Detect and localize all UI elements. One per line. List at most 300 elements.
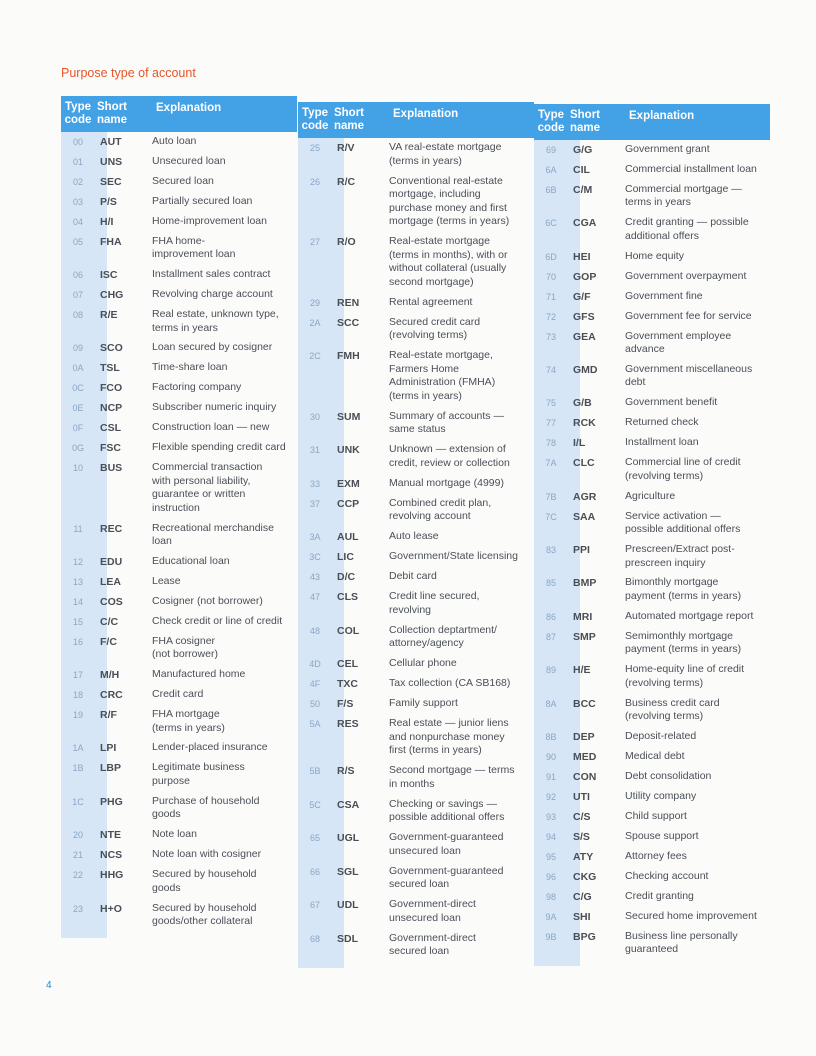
explanation-cell: Revolving charge account: [152, 288, 273, 301]
table-row: [61, 741, 297, 761]
page-title: Purpose type of account: [61, 66, 196, 80]
table-row: [298, 477, 534, 497]
explanation-cell: Semimonthly mortgage payment (terms in years): [625, 629, 742, 656]
table-row: [534, 543, 770, 576]
explanation-cell: Commercial installment loan: [625, 162, 757, 175]
explanation-cell: Auto loan: [152, 135, 197, 147]
table-row: [534, 910, 770, 930]
explanation-cell: Real estate, unknown type, terms in years: [152, 308, 279, 334]
type-code-cell: 5C: [309, 799, 321, 810]
table-row: [298, 530, 534, 550]
type-code-cell: 4D: [309, 659, 321, 669]
short-name-cell: D/C: [337, 571, 356, 583]
type-code-cell: 6A: [545, 164, 557, 175]
header-type-code: Type code: [537, 109, 565, 134]
short-name-cell: CRC: [100, 689, 123, 702]
short-name-cell: CCP: [337, 497, 360, 510]
short-name-cell: COS: [100, 595, 123, 608]
type-code-cell: 37: [309, 498, 320, 509]
table-row: [61, 135, 297, 155]
explanation-cell: Note loan: [152, 828, 197, 841]
table-row: [534, 890, 770, 910]
table-rows: [534, 140, 770, 963]
short-name-cell: R/V: [337, 142, 355, 154]
explanation-cell: Medical debt: [625, 750, 685, 763]
short-name-cell: S/S: [573, 830, 590, 843]
table-rows: [298, 138, 534, 965]
header-explanation: Explanation: [156, 102, 222, 114]
short-name-cell: NCP: [100, 402, 123, 415]
type-code-cell: 0G: [71, 443, 84, 454]
type-code-cell: 89: [545, 665, 556, 676]
type-code-cell: 8B: [545, 732, 557, 743]
type-code-cell: 72: [545, 311, 556, 322]
type-code-cell: 11: [73, 523, 83, 534]
explanation-cell: Secured by household goods/other collateral: [152, 901, 257, 928]
type-code-cell: 06: [72, 270, 83, 281]
short-name-cell: FSC: [100, 442, 121, 455]
explanation-cell: Auto lease: [389, 530, 439, 542]
explanation-cell: FHA cosigner (not borrower): [152, 634, 218, 661]
explanation-cell: Commercial mortgage — terms in years: [625, 182, 742, 209]
short-name-cell: AUL: [337, 531, 359, 543]
type-code-cell: 0A: [72, 363, 84, 374]
type-code-cell: 3C: [309, 552, 321, 562]
type-code-cell: 50: [309, 699, 320, 709]
explanation-cell: Government employee advance: [625, 329, 732, 355]
type-code-cell: 0C: [72, 383, 84, 394]
short-name-cell: REN: [337, 296, 360, 309]
explanation-cell: Recreational merchandise loan: [152, 521, 274, 547]
table-row: [61, 155, 297, 175]
table-row: [61, 235, 297, 268]
explanation-cell: Government grant: [625, 143, 710, 155]
short-name-cell: G/G: [573, 144, 593, 156]
type-code-cell: 23: [72, 903, 83, 914]
explanation-cell: Purchase of household goods: [152, 794, 260, 821]
type-code-cell: 0E: [72, 403, 84, 414]
explanation-cell: Business line personally guaranteed: [625, 929, 738, 955]
explanation-cell: Returned check: [625, 416, 699, 429]
explanation-cell: VA real-estate mortgage (terms in years): [389, 141, 502, 167]
short-name-cell: H/I: [100, 215, 114, 228]
short-name-cell: REC: [100, 522, 123, 535]
explanation-cell: Check credit or line of credit: [152, 614, 283, 627]
explanation-cell: Credit granting: [625, 889, 694, 902]
table-row: [61, 668, 297, 688]
short-name-cell: PHG: [100, 795, 123, 808]
short-name-cell: UNK: [337, 444, 360, 456]
short-name-cell: G/F: [573, 290, 591, 303]
table-row: [534, 830, 770, 850]
explanation-cell: Tax collection (CA SB168): [389, 677, 511, 689]
short-name-cell: EXM: [337, 477, 360, 490]
table-row: [61, 268, 297, 288]
explanation-cell: Family support: [389, 697, 458, 709]
explanation-cell: Installment sales contract: [152, 268, 271, 281]
type-code-cell: 03: [72, 196, 83, 207]
table-column-2: [298, 102, 534, 968]
type-code-cell: 9A: [545, 911, 557, 922]
table-row: [534, 143, 770, 163]
table-row: [61, 688, 297, 708]
explanation-cell: Government-guaranteed secured loan: [389, 864, 504, 890]
short-name-cell: GFS: [573, 310, 595, 323]
explanation-cell: Government miscellaneous debt: [625, 362, 753, 389]
explanation-cell: Business credit card (revolving terms): [625, 696, 720, 723]
explanation-cell: Combined credit plan, revolving account: [389, 496, 492, 522]
explanation-cell: Deposit-related: [625, 730, 697, 743]
type-code-cell: 08: [72, 310, 83, 320]
table-row: [534, 930, 770, 963]
short-name-cell: BMP: [573, 577, 597, 590]
explanation-cell: Credit card: [152, 688, 204, 701]
table-row: [534, 250, 770, 270]
table-row: [534, 730, 770, 750]
explanation-cell: Government overpayment: [625, 269, 747, 282]
explanation-cell: Rental agreement: [389, 295, 473, 308]
type-code-cell: 29: [309, 297, 320, 308]
short-name-cell: SCO: [100, 342, 123, 355]
table-row: [298, 677, 534, 697]
type-code-cell: 13: [72, 576, 83, 587]
type-code-cell: 26: [309, 176, 320, 187]
explanation-cell: Checking or savings — possible additional offers: [389, 797, 505, 823]
header-short-name: Short name: [96, 101, 128, 126]
table-row: [61, 215, 297, 235]
explanation-cell: Government-guaranteed unsecured loan: [389, 831, 504, 857]
short-name-cell: ATY: [573, 850, 594, 863]
type-code-cell: 68: [309, 933, 320, 944]
short-name-cell: GEA: [573, 330, 596, 343]
table-row: [298, 235, 534, 296]
short-name-cell: SUM: [337, 410, 361, 423]
table-row: [61, 461, 297, 521]
table-row: [534, 163, 770, 183]
short-name-cell: UDL: [337, 899, 359, 911]
type-code-cell: 01: [72, 156, 83, 167]
explanation-cell: Service activation — possible additional offers: [625, 509, 741, 536]
short-name-cell: SGL: [337, 865, 359, 878]
table-row: [534, 456, 770, 489]
type-code-cell: 43: [309, 572, 320, 582]
type-code-cell: 7C: [545, 511, 557, 522]
short-name-cell: F/S: [337, 698, 354, 710]
explanation-cell: Second mortgage — terms in months: [389, 764, 515, 790]
table-row: [298, 717, 534, 764]
table-row: [534, 330, 770, 363]
table-row: [61, 441, 297, 461]
table-row: [61, 575, 297, 595]
explanation-cell: Lease: [152, 574, 181, 587]
table-row: [61, 795, 297, 828]
type-code-cell: 20: [72, 830, 83, 841]
short-name-cell: BUS: [100, 462, 123, 475]
table-row: [534, 850, 770, 870]
short-name-cell: G/B: [573, 397, 592, 410]
type-code-cell: 94: [545, 831, 556, 842]
table-row: [298, 550, 534, 570]
short-name-cell: HEI: [573, 250, 591, 263]
table-rows: [61, 132, 297, 935]
type-code-cell: 5A: [309, 719, 321, 729]
type-code-cell: 7A: [545, 458, 557, 469]
table-row: [61, 615, 297, 635]
short-name-cell: MRI: [573, 610, 593, 623]
type-code-cell: 07: [72, 290, 83, 301]
type-code-cell: 66: [309, 866, 320, 877]
short-name-cell: TXC: [337, 678, 358, 690]
type-code-cell: 65: [309, 833, 320, 843]
short-name-cell: C/M: [573, 183, 593, 196]
explanation-cell: Summary of accounts — same status: [389, 409, 504, 435]
short-name-cell: ISC: [100, 269, 118, 282]
explanation-cell: Real-estate mortgage, Farmers Home Administration (FMHA) (terms in years): [389, 349, 496, 402]
table-row: [534, 436, 770, 456]
table-row: [61, 288, 297, 308]
table-row: [298, 316, 534, 350]
table-row: [298, 175, 534, 236]
table-row: [534, 396, 770, 416]
type-code-cell: 85: [545, 578, 556, 589]
table-row: [298, 798, 534, 832]
table-row: [298, 141, 534, 175]
short-name-cell: UGL: [337, 832, 360, 844]
explanation-cell: Checking account: [625, 869, 709, 882]
explanation-cell: Loan secured by cosigner: [152, 341, 273, 354]
short-name-cell: H/E: [573, 664, 591, 677]
type-code-cell: 92: [545, 791, 556, 802]
table-row: [298, 497, 534, 531]
table-row: [534, 770, 770, 790]
type-code-cell: 30: [309, 411, 320, 422]
short-name-cell: R/O: [337, 236, 356, 248]
type-code-cell: 25: [309, 143, 320, 153]
table-row: [298, 443, 534, 477]
short-name-cell: FMH: [337, 350, 360, 362]
table-row: [534, 750, 770, 770]
type-code-cell: 78: [545, 438, 556, 449]
table-row: [61, 595, 297, 615]
table-row: [534, 216, 770, 249]
explanation-cell: Cosigner (not borrower): [152, 594, 263, 607]
type-code-cell: 74: [545, 364, 556, 375]
short-name-cell: CHG: [100, 289, 124, 302]
short-name-cell: MED: [573, 751, 597, 764]
explanation-cell: Conventional real-estate mortgage, including purchase money and first mortgage (terms in years): [389, 174, 510, 227]
explanation-cell: FHA mortgage (terms in years): [152, 708, 225, 734]
table-row: [534, 630, 770, 663]
short-name-cell: GMD: [573, 363, 598, 376]
table-row: [298, 932, 534, 966]
table-row: [298, 898, 534, 932]
type-code-cell: 98: [545, 891, 556, 902]
type-code-cell: 75: [545, 398, 556, 409]
explanation-cell: FHA home- improvement loan: [152, 234, 236, 261]
explanation-cell: Time-share loan: [152, 361, 228, 374]
short-name-cell: SMP: [573, 630, 596, 643]
short-name-cell: AGR: [573, 490, 597, 503]
table-row: [298, 831, 534, 865]
short-name-cell: R/E: [100, 309, 118, 321]
table-row: [61, 761, 297, 794]
short-name-cell: CLS: [337, 591, 358, 603]
type-code-cell: 96: [545, 871, 556, 882]
explanation-cell: Agriculture: [625, 489, 676, 502]
explanation-cell: Government-direct secured loan: [389, 931, 476, 957]
explanation-cell: Secured home improvement: [625, 909, 757, 922]
short-name-cell: CON: [573, 771, 597, 783]
table-row: [534, 270, 770, 290]
explanation-cell: Attorney fees: [625, 849, 687, 862]
type-code-cell: 14: [72, 596, 83, 607]
short-name-cell: R/C: [337, 175, 356, 188]
table-row: [298, 697, 534, 717]
short-name-cell: NTE: [100, 829, 121, 842]
type-code-cell: 31: [309, 445, 320, 455]
explanation-cell: Secured credit card (revolving terms): [389, 315, 481, 341]
explanation-cell: Child support: [625, 809, 687, 822]
short-name-cell: CKG: [573, 870, 597, 883]
type-code-cell: 70: [545, 271, 556, 282]
header-type-code: Type code: [64, 101, 92, 126]
explanation-cell: Secured by household goods: [152, 868, 257, 894]
type-code-cell: 1A: [72, 743, 84, 754]
page-number: 4: [46, 980, 52, 991]
explanation-cell: Home-improvement loan: [152, 214, 267, 227]
explanation-cell: Construction loan — new: [152, 421, 270, 434]
table-row: [534, 610, 770, 630]
type-code-cell: 2C: [309, 351, 321, 361]
short-name-cell: CIL: [573, 163, 590, 176]
type-code-cell: 27: [309, 237, 320, 247]
short-name-cell: AUT: [100, 136, 122, 148]
type-code-cell: 1B: [72, 763, 84, 774]
short-name-cell: I/L: [573, 437, 586, 450]
explanation-cell: Government fee for service: [625, 309, 752, 322]
explanation-cell: Factoring company: [152, 381, 242, 394]
explanation-cell: Collection deptartment/ attorney/agency: [389, 623, 497, 649]
header-short-name: Short name: [569, 109, 601, 134]
short-name-cell: FCO: [100, 382, 123, 395]
short-name-cell: EDU: [100, 555, 123, 568]
explanation-cell: Credit line secured, revolving: [389, 590, 480, 616]
type-code-cell: 00: [72, 137, 83, 147]
type-code-cell: 6B: [545, 184, 557, 195]
table-row: [298, 410, 534, 444]
type-code-cell: 02: [72, 176, 83, 187]
table-row: [534, 870, 770, 890]
type-code-cell: 16: [72, 636, 83, 647]
type-code-cell: 10: [72, 463, 83, 474]
short-name-cell: R/F: [100, 709, 117, 721]
table-header: [61, 96, 297, 132]
explanation-cell: Manual mortgage (4999): [389, 476, 504, 489]
type-code-cell: 19: [72, 710, 83, 720]
table-row: [534, 697, 770, 730]
short-name-cell: C/G: [573, 890, 592, 903]
type-code-cell: 86: [545, 611, 556, 622]
explanation-cell: Government fine: [625, 289, 703, 302]
short-name-cell: BCC: [573, 697, 596, 710]
explanation-cell: Unknown — extension of credit, review or collection: [389, 443, 510, 469]
type-code-cell: 12: [72, 556, 83, 567]
short-name-cell: CEL: [337, 658, 358, 670]
table-row: [534, 790, 770, 810]
explanation-cell: Installment loan: [625, 436, 699, 449]
table-header: [534, 104, 770, 140]
type-code-cell: 2A: [309, 317, 321, 328]
type-code-cell: 77: [545, 418, 556, 429]
short-name-cell: CSA: [337, 798, 360, 811]
explanation-cell: Credit granting — possible additional offers: [625, 216, 749, 242]
table-row: [61, 195, 297, 215]
explanation-cell: Real estate — junior liens and nonpurchase money first (terms in years): [389, 717, 509, 756]
type-code-cell: 5B: [309, 766, 321, 776]
short-name-cell: SEC: [100, 175, 122, 188]
type-code-cell: 83: [545, 545, 556, 555]
table-row: [534, 363, 770, 396]
short-name-cell: CGA: [573, 217, 597, 230]
table-row: [61, 401, 297, 421]
short-name-cell: UTI: [573, 790, 590, 803]
table-row: [298, 865, 534, 899]
short-name-cell: LEA: [100, 575, 121, 588]
type-code-cell: 47: [309, 592, 320, 602]
explanation-cell: Government benefit: [625, 396, 718, 409]
short-name-cell: FHA: [100, 235, 122, 248]
type-code-cell: 93: [545, 811, 556, 822]
table-row: [534, 310, 770, 330]
short-name-cell: GOP: [573, 270, 597, 283]
short-name-cell: BPG: [573, 930, 596, 943]
explanation-cell: Home equity: [625, 249, 684, 262]
short-name-cell: NCS: [100, 849, 123, 862]
short-name-cell: CSL: [100, 422, 121, 435]
explanation-cell: Debit card: [389, 570, 437, 582]
table-column-1: [61, 96, 297, 938]
type-code-cell: 8A: [545, 698, 557, 709]
explanation-cell: Manufactured home: [152, 668, 246, 681]
type-code-cell: 15: [72, 616, 83, 627]
explanation-cell: Legitimate business purpose: [152, 761, 245, 787]
explanation-cell: Government/State licensing: [389, 550, 518, 562]
explanation-cell: Utility company: [625, 789, 697, 802]
short-name-cell: UNS: [100, 155, 123, 168]
short-name-cell: SCC: [337, 316, 360, 329]
table-column-3: [534, 104, 770, 966]
table-row: [298, 349, 534, 410]
table-row: [61, 361, 297, 381]
table-row: [298, 590, 534, 624]
type-code-cell: 90: [545, 752, 556, 763]
table-row: [61, 421, 297, 441]
short-name-cell: SAA: [573, 510, 596, 523]
short-name-cell: LBP: [100, 762, 121, 775]
explanation-cell: Note loan with cosigner: [152, 848, 262, 861]
type-code-cell: 22: [72, 870, 83, 881]
type-code-cell: 4F: [309, 679, 321, 689]
table-row: [534, 183, 770, 216]
explanation-cell: Lender-placed insurance: [152, 741, 268, 754]
type-code-cell: 0F: [72, 423, 84, 434]
short-name-cell: C/C: [100, 615, 119, 628]
explanation-cell: Government-direct unsecured loan: [389, 898, 476, 924]
table-row: [61, 635, 297, 668]
short-name-cell: DEP: [573, 731, 595, 744]
table-row: [534, 290, 770, 310]
table-row: [534, 576, 770, 609]
